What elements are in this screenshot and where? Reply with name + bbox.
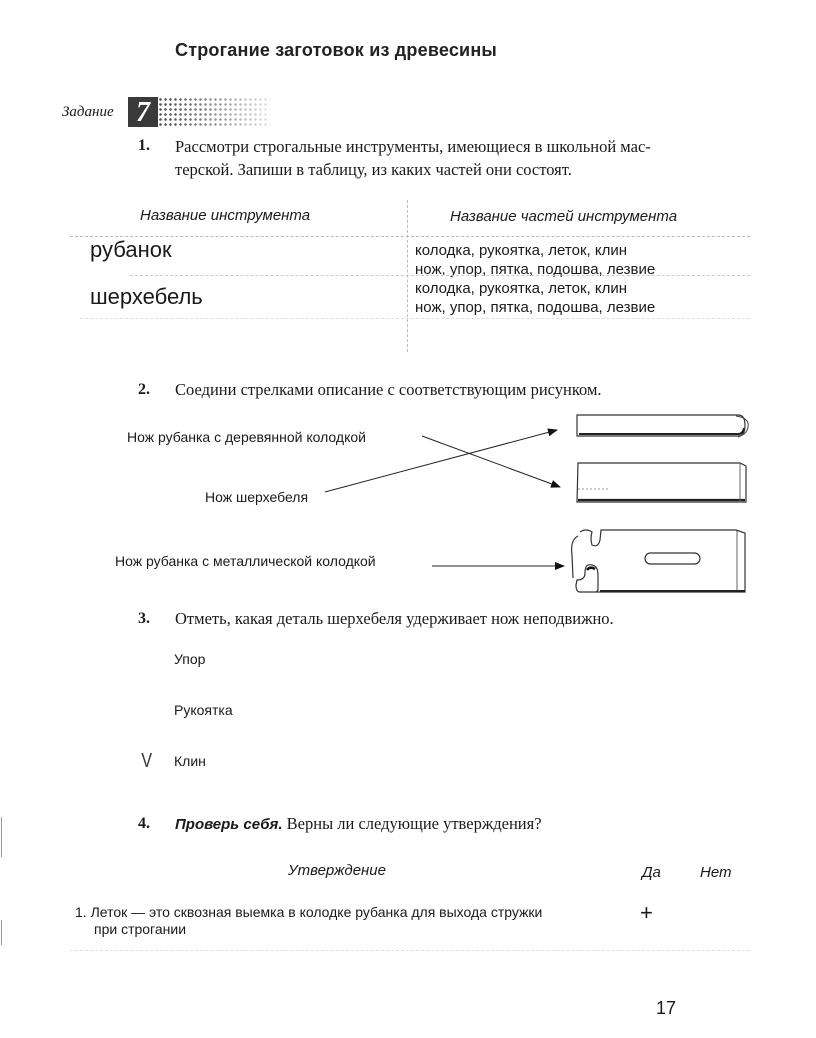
task-number-badge: 7 [128, 97, 158, 127]
statement-text: 1. Леток — это сквозная выемка в колодке рубанка для выхода стружки [75, 904, 543, 920]
row-divider [70, 950, 750, 951]
statement-header: Утверждение [288, 862, 386, 879]
match-label-metal-plane-blade[interactable]: Нож рубанка с металлической колодкой [115, 553, 376, 569]
task-label: Задание [62, 104, 114, 120]
no-header: Нет [700, 864, 732, 881]
q4-number: 4. [138, 815, 150, 832]
table-header-parts: Название частей инструмента [450, 208, 678, 225]
tool-name-cell[interactable]: шерхебель [90, 284, 203, 309]
q1-text-line2: терской. Запиши в таблицу, из каких частей они состоят. [175, 160, 572, 179]
tool-name-cell[interactable]: рубанок [90, 237, 172, 262]
wide-flat-blade-image[interactable] [577, 463, 746, 502]
tool-parts-cell[interactable]: колодка, рукоятка, леток, клин [415, 280, 627, 297]
page-number: 17 [656, 998, 677, 1018]
narrow-rounded-blade-image[interactable] [577, 415, 748, 437]
slotted-metal-blade-image[interactable] [572, 530, 745, 592]
yes-mark[interactable]: + [640, 900, 653, 925]
scan-edge-mark [1, 817, 2, 857]
q4-prompt [175, 812, 542, 835]
tool-parts-cell[interactable]: нож, упор, пятка, подошва, лезвие [415, 261, 656, 278]
tool-parts-cell[interactable]: колодка, рукоятка, леток, клин [415, 242, 627, 259]
arrow-line[interactable] [325, 430, 557, 492]
tool-parts-cell[interactable]: нож, упор, пятка, подошва, лезвие [415, 299, 656, 316]
q1-text-line1: Рассмотри строгальные инструменты, имеющиеся в школьной мас- [175, 137, 651, 156]
q2-number: 2. [138, 381, 150, 398]
q4-bold-prefix: Проверь себя. [175, 816, 283, 833]
option-handle[interactable]: Рукоятка [174, 702, 233, 718]
option-wedge[interactable]: Клин [174, 753, 206, 769]
option-stop[interactable]: Упор [174, 651, 206, 667]
no-mark[interactable] [710, 900, 730, 924]
q2-text: Соедини стрелками описание с соответствующим рисунком. [175, 380, 602, 399]
q4-text: Верны ли следующие утверждения? [282, 814, 542, 833]
arrow-line[interactable] [422, 436, 560, 487]
match-label-wood-plane-blade[interactable]: Нож рубанка с деревянной колодкой [127, 429, 366, 445]
check-mark-icon[interactable]: V [141, 750, 153, 772]
match-label-scrub-plane-blade[interactable]: Нож шерхебеля [205, 489, 309, 505]
table-header-tool: Название инструмента [140, 207, 311, 224]
q3-number: 3. [138, 610, 150, 627]
page-title: Строгание заготовок из древесины [175, 40, 497, 60]
yes-header: Да [642, 864, 661, 881]
statement-text-cont: при строгании [94, 921, 187, 937]
scan-edge-mark [1, 920, 2, 945]
q3-text: Отметь, какая деталь шерхебеля удерживает нож неподвижно. [175, 609, 614, 628]
q1-number: 1. [138, 137, 150, 154]
